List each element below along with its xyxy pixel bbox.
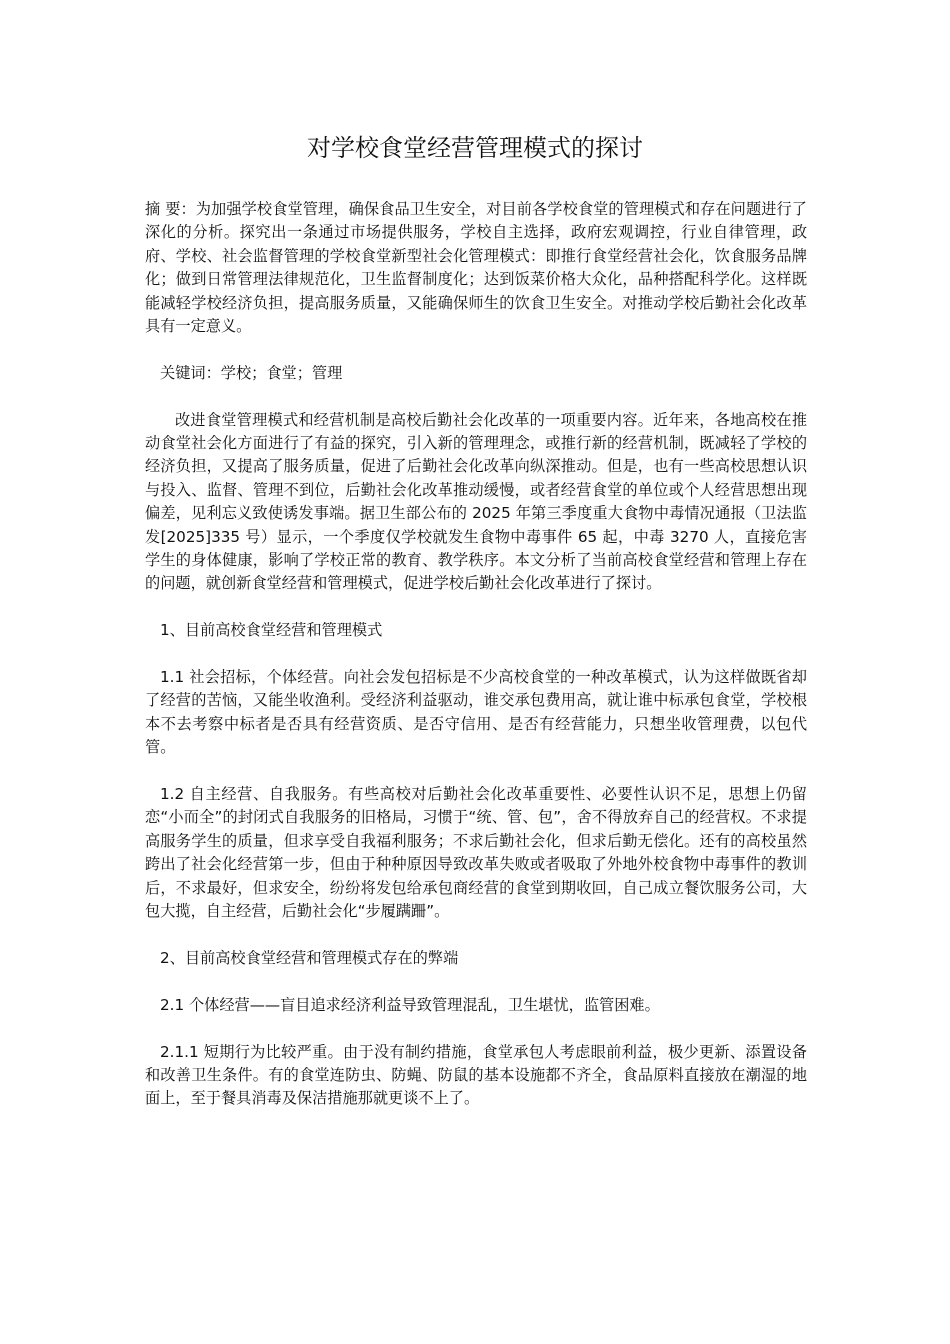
keywords-line: 关键词：学校；食堂；管理 (160, 363, 343, 382)
abstract-paragraph: 摘 要：为加强学校食堂管理，确保食品卫生安全，对目前各学校食堂的管理模式和存在问题进行了深化的分析。探究出一条通过市场提供服务，学校自主选择，政府宏观调控，行业自律管理，政府、学校、社会监督管理的学校食堂新型社会化管理模式：即推行食堂经营社会化，饮食服务品牌化；做到日常管理法律规范化，卫生监督制度化；达到饭菜价格大众化，品种搭配科学化。这样既能减轻学校经济负担，提高服务质量，又能确保师生的饮食卫生安全。对推动学校后勤社会化改革具有一定意义。 (145, 200, 807, 336)
subsection-2-1: 2.1 个体经营——盲目追求经济利益导致管理混乱，卫生堪忧，监管困难。 (160, 995, 660, 1014)
subsection-2-1-1: 2.1.1 短期行为比较严重。由于没有制约措施，食堂承包人考虑眼前利益，极少更新、添置设备和改善卫生条件。有的食堂连防虫、防蝇、防鼠的基本设施都不齐全，食品原料直接放在潮湿的地面上，至于餐具消毒及保洁措施那就更谈不上了。 (145, 1042, 807, 1108)
section-heading-2: 2、目前高校食堂经营和管理模式存在的弊端 (160, 948, 459, 967)
document-title: 对学校食堂经营管理模式的探讨 (307, 134, 643, 162)
section-heading-1: 1、目前高校食堂经营和管理模式 (160, 621, 383, 640)
intro-paragraph: 改进食堂管理模式和经营机制是高校后勤社会化改革的一项重要内容。近年来，各地高校在推动食堂社会化方面进行了有益的探究，引入新的管理理念，或推行新的经营机制，既减轻了学校的经济负担，又提高了服务质量，促进了后勤社会化改革向纵深推动。但是，也有一些高校思想认识与投入、监督、管理不到位，后勤社会化改革推动缓慢，或者经营食堂的单位或个人经营思想出现偏差，见利忘义致使诱发事端。据卫生部公布的 2025 年第三季度重大食物中毒情况通报（卫法监发[2025]335 号）显示，一个季度仅学校就发生食物中毒事件 65 起，中毒 3270 人，直接危害学生的身体健康，影响了学校正常的教育、教学秩序。本文分析了当前高校食堂经营和管理上存在的问题，就创新食堂经营和管理模式，促进学校后勤社会化改革进行了探讨。 (145, 410, 807, 593)
document-body (145, 198, 807, 1134)
subsection-1-2: 1.2 自主经营、自我服务。有些高校对后勤社会化改革重要性、必要性认识不足，思想上仍留恋“小而全”的封闭式自我服务的旧格局，习惯于“统、管、包”，舍不得放弃自己的经营权。不求提高服务学生的质量，但求享受自我福利服务；不求后勤社会化，但求后勤无偿化。还有的高校虽然跨出了社会化经营第一步，但由于种种原因导致改革失败或者吸取了外地外校食物中毒事件的教训后，不求最好，但求安全，纷纷将发包给承包商经营的食堂到期收回，自己成立餐饮服务公司，大包大揽，自主经营，后勤社会化“步履蹒跚”。 (145, 785, 807, 921)
subsection-1-1: 1.1 社会招标，个体经营。向社会发包招标是不少高校食堂的一种改革模式，认为这样做既省却了经营的苦恼，又能坐收渔利。受经济利益驱动，谁交承包费用高，就让谁中标承包食堂，学校根本不去考察中标者是否具有经营资质、是否守信用、是否有经营能力，只想坐收管理费，以包代管。 (145, 668, 807, 757)
